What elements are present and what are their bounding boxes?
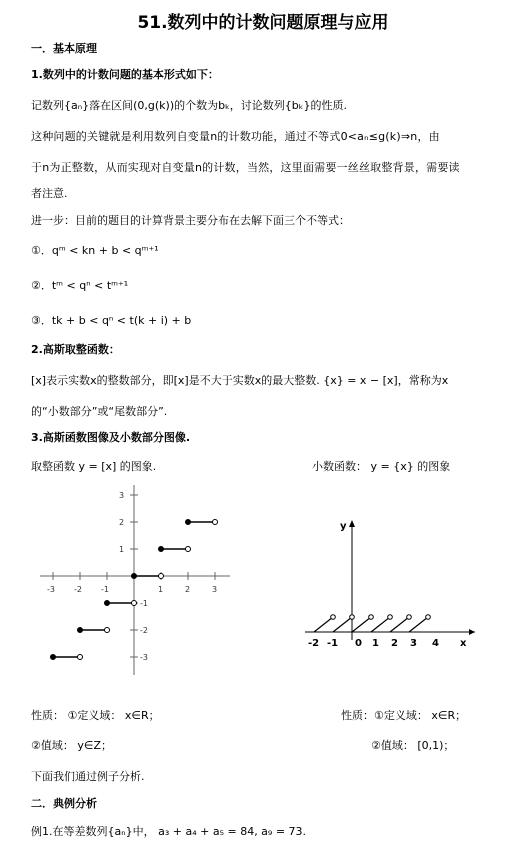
- floor-x-tick: -3: [47, 585, 55, 594]
- frac-x-tick: -2: [308, 638, 320, 649]
- frac-x-tick: 2: [391, 638, 398, 649]
- inequality-1: ①．qᵐ < kn + b < qᵐ⁺¹: [31, 244, 159, 257]
- paragraph-4-line-1: [x]表示实数x的整数部分，即[x]是不大于实数x的最大整数. {x} = x − [x]，常称为x: [31, 374, 449, 387]
- floor-property-domain: 性质： ①定义域： x∈R；: [31, 709, 160, 722]
- frac-x-tick: 4: [432, 638, 439, 649]
- frac-x-label: x: [460, 638, 467, 649]
- paragraph-1: 记数列{aₙ}落在区间(0,g(k))的个数为bₖ，讨论数列{bₖ}的性质.: [31, 99, 347, 112]
- frac-caption: 小数函数： y = {x} 的图象: [312, 460, 451, 473]
- paragraph-5: 下面我们通过例子分析.: [31, 770, 145, 783]
- inequality-3: ③．tk + b < qⁿ < t(k + i) + b: [31, 314, 192, 327]
- section-heading-2: 二．典例分析: [31, 797, 97, 810]
- frac-x-tick: -1: [327, 638, 339, 649]
- example-1: 例1.在等差数列{aₙ}中， a₃ + a₄ + a₅ = 84, a₉ = 73.: [31, 825, 307, 838]
- paragraph-2-line-2: 于n为正整数，从而实现对自变量n的计数，当然，这里面需要一丝丝取整背景，需要读: [31, 161, 460, 174]
- floor-y-tick: 2: [119, 518, 125, 527]
- floor-x-tick: 1: [158, 585, 164, 594]
- floor-x-tick: 3: [212, 585, 218, 594]
- paragraph-3: 进一步：目前的题目的计算背景主要分布在去解下面三个不等式：: [31, 214, 350, 227]
- frac-x-tick: 3: [410, 638, 417, 649]
- frac-x-tick: 0: [355, 638, 362, 649]
- fractional-part-graph: [300, 515, 485, 655]
- inequality-2: ②．tᵐ < qⁿ < tᵐ⁺¹: [31, 279, 129, 292]
- floor-property-range: ②值域： y∈Z；: [31, 739, 112, 752]
- floor-y-tick: 3: [119, 491, 125, 500]
- floor-x-tick: 2: [185, 585, 191, 594]
- frac-y-label: y: [340, 521, 347, 532]
- floor-x-tick: -2: [74, 585, 82, 594]
- floor-function-graph: [30, 480, 240, 680]
- frac-property-domain: 性质：①定义域： x∈R；: [341, 709, 467, 722]
- subheading-2: 2.高斯取整函数：: [31, 343, 120, 356]
- subheading-3: 3.高斯函数图像及小数部分图像.: [31, 431, 191, 444]
- section-heading-1: 一．基本原理: [31, 42, 97, 55]
- paragraph-4-line-2: 的“小数部分”或“尾数部分”.: [31, 405, 168, 418]
- subheading-1: 1.数列中的计数问题的基本形式如下：: [31, 68, 219, 81]
- paragraph-2-line-1: 这种问题的关键就是利用数列自变量n的计数功能，通过不等式0<aₙ≤g(k)⇒n，由: [31, 130, 440, 143]
- frac-x-tick: 1: [372, 638, 379, 649]
- paragraph-2-line-3: 者注意.: [31, 187, 68, 200]
- frac-property-range: ②值域： [0,1)；: [371, 739, 455, 752]
- page-title: 51.数列中的计数问题原理与应用: [137, 13, 389, 33]
- floor-y-tick: -2: [140, 626, 148, 635]
- floor-y-tick: 1: [119, 545, 125, 554]
- floor-y-tick: -3: [140, 653, 148, 662]
- floor-y-tick: -1: [140, 599, 148, 608]
- floor-x-tick: -1: [101, 585, 109, 594]
- floor-caption: 取整函数 y = [x] 的图象.: [31, 460, 157, 473]
